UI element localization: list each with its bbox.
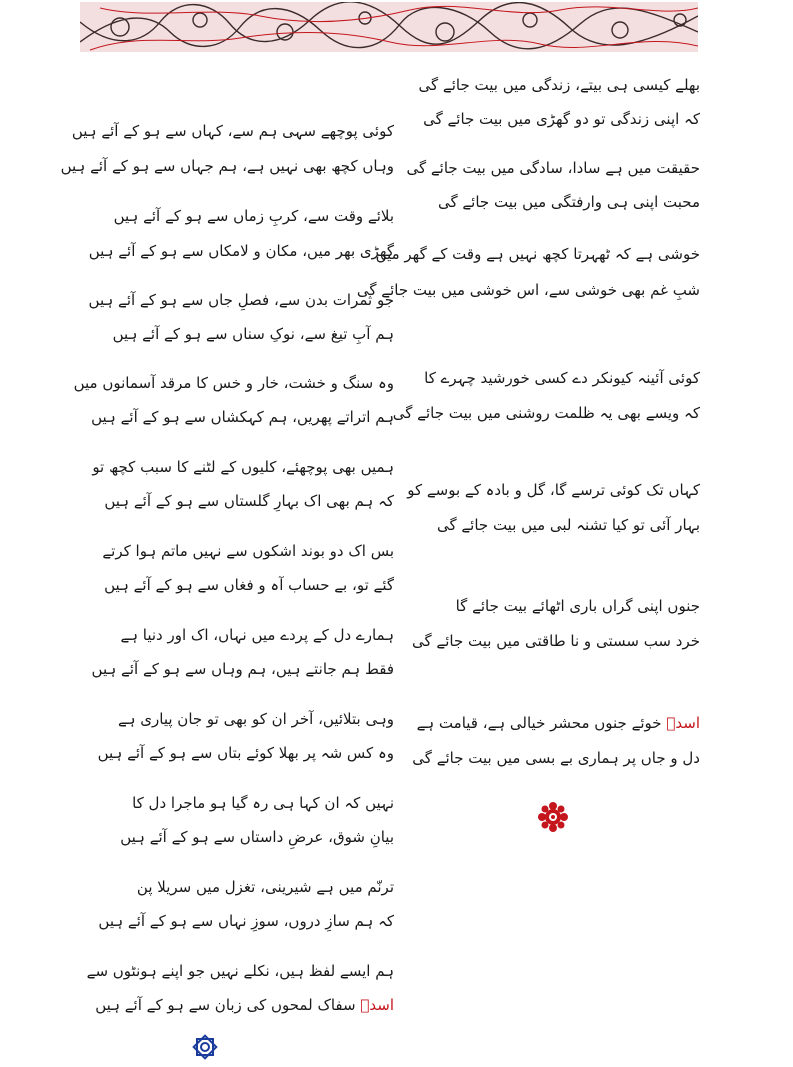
verse-line: گھڑی بھر میں، مکان و لامکاں سے ہو کے آئے ہیں [88, 242, 394, 260]
verse-line: ہمیں بھی پوچھئے، کلیوں کے لٹنے کا سبب کچھ تو [92, 458, 394, 476]
verse-line [417, 712, 700, 734]
verse-line: وہ کس شہ پر بھلا کوئے بتاں سے ہو کے آئے ہیں [97, 744, 394, 762]
red-rosette-icon [538, 802, 568, 832]
verse-line: کہاں تک کوئی ترسے گا، گل و بادہ کے بوسے کو [407, 481, 700, 499]
floral-scroll-icon [80, 2, 698, 52]
verse-line: بہار آئی تو کیا تشنہ لبی میں بیت جائے گی [436, 516, 700, 534]
verse-line: وہ سنگ و خشت، خار و خس کا مرقد آسمانوں میں [73, 374, 394, 392]
verse-line: کہ ہم سازِ دروں، سوزِ نہاں سے ہو کے آئے ہیں [98, 912, 394, 930]
verse-line: جنوں اپنی گراں باری اٹھائے بیت جائے گا [455, 597, 700, 615]
verse-line: ہم ایسے لفظ ہیں، نکلے نہیں جو اپنے ہونٹوں سے [86, 962, 394, 980]
verse-text: سفاک لمحوں کی زبان سے ہو کے آئے ہیں [95, 996, 356, 1014]
verse-line: گئے تو، بے حساب آہ و فغاں سے ہو کے آئے ہیں [104, 576, 394, 594]
verse-line: محبت اپنی ہی وارفتگی میں بیت جائے گی [437, 193, 700, 211]
verse-line: خوشی ہے کہ ٹھہرتا کچھ نہیں ہے وقت کے گھر میں [375, 245, 700, 263]
verse-line: دل و جاں پر ہماری بے بسی میں بیت جائے گی [412, 749, 700, 767]
verse-line: ترنّم میں ہے شیرینی، تغزل میں سریلا پن [136, 878, 394, 896]
poet-name: اسدؔ [666, 714, 700, 732]
verse-line: کوئی آئینہ کیونکر دے کسی خورشید چہرے کا [424, 369, 700, 387]
verse-line [95, 994, 394, 1016]
floral-banner [80, 2, 698, 52]
verse-line: بھلے کیسی ہی بیتے، زندگی میں بیت جائے گی [418, 76, 700, 94]
verse-line: ہم اتراتے پھریں، ہم کہکشاں سے ہو کے آئے ہیں [91, 408, 394, 426]
verse-line: وہی بتلائیں، آخر ان کو بھی تو جان پیاری ہے [117, 710, 394, 728]
verse-line: خرد سب سستی و نا طاقتی میں بیت جائے گی [412, 632, 700, 650]
verse-line: کہ ہم بھی اک بہارِ گلستاں سے ہو کے آئے ہیں [104, 492, 394, 510]
verse-line: بس اک دو بوند اشکوں سے نہیں ماتم ہوا کرتے [102, 542, 394, 560]
blue-star-icon [190, 1032, 220, 1062]
verse-line: ہم آبِ تیغ سے، نوکِ سناں سے ہو کے آئے ہیں [112, 325, 394, 343]
verse-line: کہ ویسے بھی یہ ظلمت روشنی میں بیت جائے گی [392, 404, 700, 422]
verse-line: کوئی پوچھے سہی ہم سے، کہاں سے ہو کے آئے ہیں [71, 122, 394, 140]
verse-line: ہمارے دل کے پردے میں نہاں، اک اور دنیا ہے [120, 626, 394, 644]
poet-name: اسدؔ [360, 996, 394, 1014]
verse-line: فقط ہم جانتے ہیں، ہم وہاں سے ہو کے آئے ہیں [91, 660, 394, 678]
verse-line: جو ثمرات بدن سے، فصلِ جاں سے ہو کے آئے ہیں [88, 291, 394, 309]
verse-line: حقیقت میں ہے سادا، سادگی میں بیت جائے گی [406, 159, 700, 177]
verse-line: بلائے وقت سے، کربِ زماں سے ہو کے آئے ہیں [113, 207, 394, 225]
verse-line: بیانِ شوق، عرضِ داستاں سے ہو کے آئے ہیں [120, 828, 394, 846]
verse-line: نہیں کہ ان کہا ہی رہ گیا ہو ماجرا دل کا [132, 794, 394, 812]
verse-line: وہاں کچھ بھی نہیں ہے، ہم جہاں سے ہو کے آئے ہیں [60, 157, 394, 175]
verse-line: شبِ غم بھی خوشی سے، اس خوشی میں بیت جائے گی [356, 281, 700, 299]
verse-text: خوئے جنوں محشر خیالی ہے، قیامت ہے [416, 714, 662, 732]
verse-line: کہ اپنی زندگی تو دو گھڑی میں بیت جائے گی [423, 110, 700, 128]
